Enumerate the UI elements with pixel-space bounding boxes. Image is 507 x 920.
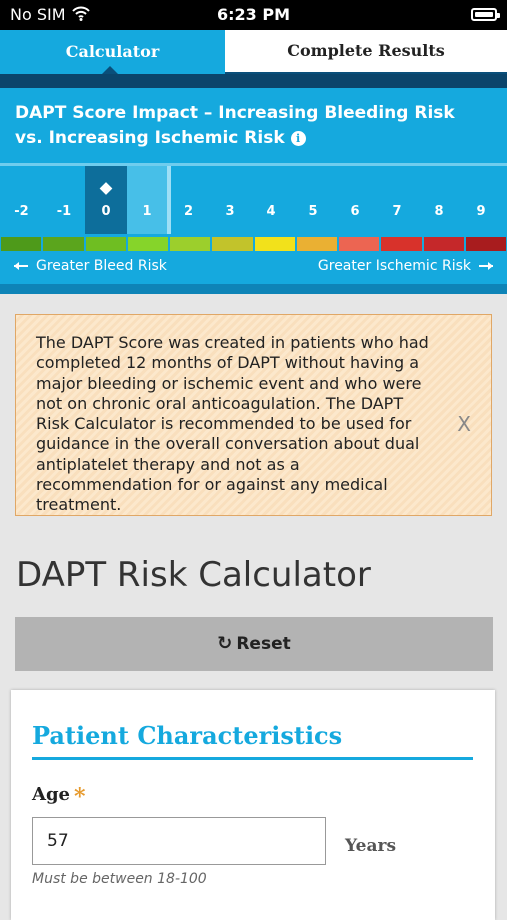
risk-color-segment	[1, 237, 41, 251]
tab-calculator[interactable]: Calculator	[0, 30, 225, 74]
score-cell	[376, 166, 418, 234]
status-bar	[0, 0, 507, 30]
score-cell	[250, 166, 292, 234]
age-units: Years	[345, 836, 397, 856]
score-value: 6	[350, 204, 360, 219]
score-cell	[85, 166, 127, 234]
score-cell	[210, 166, 250, 234]
score-value: 3	[225, 204, 235, 219]
tab-bar	[0, 30, 507, 74]
section-title: Patient Characteristics	[32, 721, 343, 750]
battery-icon	[471, 8, 497, 21]
age-label-text: Age	[32, 784, 71, 805]
risk-color-segment	[128, 237, 168, 251]
score-scale-marker	[167, 166, 171, 234]
info-icon[interactable]: i	[291, 131, 306, 146]
score-value: 4	[266, 204, 276, 219]
disclaimer-text: The DAPT Score was created in patients who had completed 12 months of DAPT without having a major bleeding or ischemic event and who were not on chronic oral anticoagulation. The DAPT Risk Calculator is recommended to be used for guidance in the overall conversation about dual antiplatelet therapy and not as a recommendation for or against any medical treatment.	[36, 333, 429, 515]
arrow-left-icon	[14, 262, 28, 270]
reset-label: Reset	[236, 634, 291, 654]
impact-bottom-band	[0, 284, 507, 294]
score-value: 0	[85, 204, 127, 219]
arrow-right-icon	[479, 262, 493, 270]
score-cell	[418, 166, 460, 234]
risk-color-segment	[424, 237, 464, 251]
score-value: 7	[392, 204, 402, 219]
risk-color-segment	[43, 237, 83, 251]
score-cell	[334, 166, 376, 234]
risk-color-segment	[255, 237, 295, 251]
score-impact-panel	[0, 88, 507, 294]
section-rule	[32, 757, 473, 760]
score-value: -2	[14, 204, 29, 219]
risk-color-segment	[297, 237, 337, 251]
age-hint: Must be between 18-100	[32, 871, 207, 887]
clock: 6:23 PM	[216, 5, 290, 24]
reset-icon: ↻	[217, 633, 233, 654]
score-value: -1	[56, 204, 72, 219]
risk-color-segment	[170, 237, 210, 251]
score-value: 8	[434, 204, 444, 219]
score-cell	[167, 166, 210, 234]
score-value: 5	[308, 204, 318, 219]
score-cell	[127, 166, 167, 234]
risk-color-bar	[0, 237, 507, 251]
ischemic-risk-text: Greater Ischemic Risk	[317, 258, 471, 274]
risk-color-segment	[466, 237, 506, 251]
score-cell	[460, 166, 502, 234]
age-input[interactable]	[32, 817, 326, 865]
page-title: DAPT Risk Calculator	[16, 555, 371, 595]
score-cell	[43, 166, 85, 234]
risk-color-segment	[86, 237, 126, 251]
score-value: 9	[476, 204, 486, 219]
risk-color-segment	[339, 237, 379, 251]
carrier-label: No SIM	[10, 5, 66, 24]
close-icon[interactable]: X	[457, 412, 471, 436]
score-scale	[0, 166, 507, 234]
score-value: 1	[142, 204, 152, 219]
bleed-risk-label	[14, 258, 167, 274]
tab-underline	[0, 74, 507, 88]
required-asterisk: *	[74, 784, 86, 810]
risk-color-segment	[212, 237, 252, 251]
risk-color-segment	[381, 237, 421, 251]
impact-title	[15, 101, 485, 151]
score-cell	[0, 166, 43, 234]
ischemic-risk-label	[318, 258, 493, 274]
disclaimer-notice	[15, 314, 492, 516]
bleed-risk-text: Greater Bleed Risk	[36, 258, 167, 274]
patient-characteristics-card	[11, 690, 495, 920]
age-label	[32, 784, 86, 810]
reset-button[interactable]	[15, 617, 493, 671]
impact-title-text: DAPT Score Impact – Increasing Bleeding Risk vs. Increasing Ischemic Risk	[15, 103, 455, 148]
tab-complete-results[interactable]: Complete Results	[225, 30, 507, 72]
score-value: 2	[183, 204, 194, 219]
score-cell	[292, 166, 334, 234]
